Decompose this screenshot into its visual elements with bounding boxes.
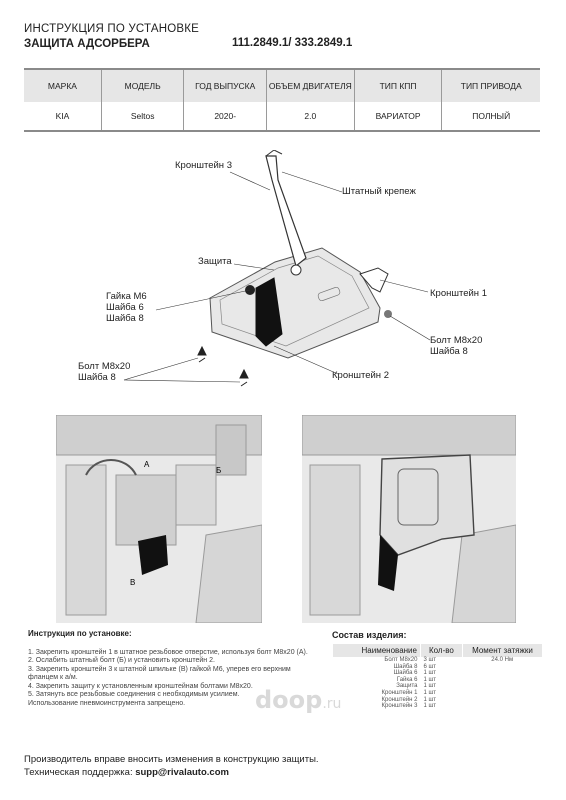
instruction-step-4: 4. Закрепить защиту к установленным кронштейнам болтами М8х20. xyxy=(28,682,253,690)
table-row xyxy=(333,664,543,671)
label-nut-m6-line1: Гайка М6 xyxy=(106,291,147,302)
row-torque: 24.0 Нм xyxy=(491,657,514,663)
col-qty: Кол-во xyxy=(420,644,462,657)
vehicle-spec-table xyxy=(24,68,540,132)
bolt-loose-1 xyxy=(198,347,206,362)
label-guard: Защита xyxy=(198,256,232,267)
watermark xyxy=(255,686,341,714)
label-bracket-2: Кронштейн 2 xyxy=(332,370,389,381)
row-torque xyxy=(462,664,542,671)
row-name: Кронштейн 3 xyxy=(381,703,418,710)
product-name: ЗАЩИТА АДСОРБЕРА xyxy=(24,38,150,50)
spec-header-model: МОДЕЛЬ xyxy=(101,69,184,102)
row-name: Защита xyxy=(396,683,418,690)
spec-header-engine: ОБЪЕМ ДВИГАТЕЛЯ xyxy=(266,69,354,102)
bracket-3-flange xyxy=(266,150,282,156)
composition-section xyxy=(332,630,542,710)
row-qty: 3 шт xyxy=(423,657,437,663)
bolt-loose-2 xyxy=(240,370,248,386)
label-nut-m6-line2: Шайба 6 xyxy=(106,302,144,313)
row-name: Шайба 8 xyxy=(393,663,418,670)
row-torque xyxy=(462,677,542,684)
mark-b: Б xyxy=(216,466,222,475)
row-torque xyxy=(462,683,542,690)
label-bolt-right-line2: Шайба 8 xyxy=(430,346,468,357)
label-bracket-3: Кронштейн 3 xyxy=(175,160,232,171)
table-row xyxy=(333,670,543,677)
document-footer xyxy=(24,753,319,779)
spec-header-drive: ТИП ПРИВОДА xyxy=(442,69,540,102)
instruction-step-3: 3. Закрепить кронштейн 3 к штатной шпильке (В) гайкой М6, уперев его верхним фланцем к а/м. xyxy=(28,665,291,681)
spec-engine: 2.0 xyxy=(266,102,354,131)
row-torque xyxy=(462,670,542,677)
support-label: Техническая поддержка: xyxy=(24,767,133,778)
row-torque xyxy=(462,690,542,697)
row-qty: 6 шт xyxy=(423,663,437,670)
instruction-step-5: 5. Затянуть все резьбовые соединения с необходимым усилием. xyxy=(28,691,240,698)
table-row xyxy=(333,703,543,710)
row-qty: 1 шт xyxy=(423,703,437,710)
installation-photo-before xyxy=(56,415,262,623)
spec-header-year: ГОД ВЫПУСКА xyxy=(184,69,267,102)
spec-model: Seltos xyxy=(101,102,184,131)
underbody-drawing-before xyxy=(56,415,262,623)
spec-header-row xyxy=(24,69,540,102)
spec-drive: ПОЛНЫЙ xyxy=(442,102,540,131)
label-bolt-left xyxy=(78,361,130,383)
spec-year: 2020- xyxy=(184,102,267,131)
instruction-step-1: 1. Закрепить кронштейн 1 в штатное резьбовое отверстие, используя болт М8х20 (А). xyxy=(28,648,308,656)
col-name: Наименование xyxy=(333,644,421,657)
row-name: Болт М8х20 xyxy=(384,657,418,663)
instruction-step-2: 2. Ослабить штатный болт (Б) и установить кронштейн 2. xyxy=(28,657,215,664)
table-row xyxy=(333,690,543,697)
col-torque: Момент затяжки xyxy=(462,644,542,657)
document-header xyxy=(24,22,199,52)
label-bolt-right-line1: Болт М8х20 xyxy=(430,335,483,346)
label-bolt-left-line2: Шайба 8 xyxy=(78,372,116,383)
composition-table xyxy=(332,644,542,710)
mark-a: А xyxy=(144,460,150,469)
row-qty: 1 шт xyxy=(423,676,437,683)
row-qty: 1 шт xyxy=(423,696,437,703)
label-bracket-1: Кронштейн 1 xyxy=(430,288,487,299)
spec-make: KIA xyxy=(55,111,70,121)
spec-header-make: МАРКА xyxy=(24,69,101,102)
label-bolt-left-line1: Болт М8х20 xyxy=(78,361,131,372)
table-row xyxy=(333,677,543,684)
row-qty: 1 шт xyxy=(423,683,437,690)
composition-title: Состав изделия: xyxy=(332,630,407,640)
watermark-suffix: .ru xyxy=(322,696,342,712)
spec-header-gearbox: ТИП КПП xyxy=(354,69,442,102)
underbody-drawing-after xyxy=(302,415,516,623)
label-nut-m6-line3: Шайба 8 xyxy=(106,313,144,324)
bracket-3-shape xyxy=(266,156,306,266)
instruction-warning: Использование пневмоинструмента запрещено. xyxy=(28,699,186,707)
row-qty: 1 шт xyxy=(423,670,437,677)
installation-photo-after xyxy=(302,415,516,623)
table-row xyxy=(333,657,543,664)
row-name: Кронштейн 1 xyxy=(381,689,418,696)
nut-m6-shape xyxy=(291,265,301,275)
table-row xyxy=(333,697,543,704)
instructions-title: Инструкция по установке: xyxy=(28,629,132,638)
support-line xyxy=(24,766,319,779)
label-nut-m6 xyxy=(106,291,147,324)
mark-v: В xyxy=(130,578,136,587)
exploded-assembly-diagram xyxy=(60,150,520,400)
support-email[interactable]: supp@rivalauto.com xyxy=(135,767,229,778)
row-torque xyxy=(462,703,542,710)
spec-gearbox: ВАРИАТОР xyxy=(354,102,442,131)
part-code: 111.2849.1/ 333.2849.1 xyxy=(232,37,353,49)
label-regular-mount: Штатный крепеж xyxy=(342,186,416,197)
row-name: Кронштейн 2 xyxy=(381,696,418,703)
table-row xyxy=(333,683,543,690)
row-torque xyxy=(462,697,542,704)
spec-value-row xyxy=(24,102,540,131)
disclaimer: Производитель вправе вносить изменения в конструкцию защиты. xyxy=(24,754,319,765)
row-name: Шайба 6 xyxy=(393,670,418,677)
row-name: Гайка 6 xyxy=(396,676,418,683)
row-qty: 1 шт xyxy=(423,689,437,696)
doc-title: ИНСТРУКЦИЯ ПО УСТАНОВКЕ xyxy=(24,23,200,35)
label-bolt-right xyxy=(430,335,482,357)
watermark-main: doop xyxy=(255,686,323,714)
composition-header-row xyxy=(333,644,543,657)
